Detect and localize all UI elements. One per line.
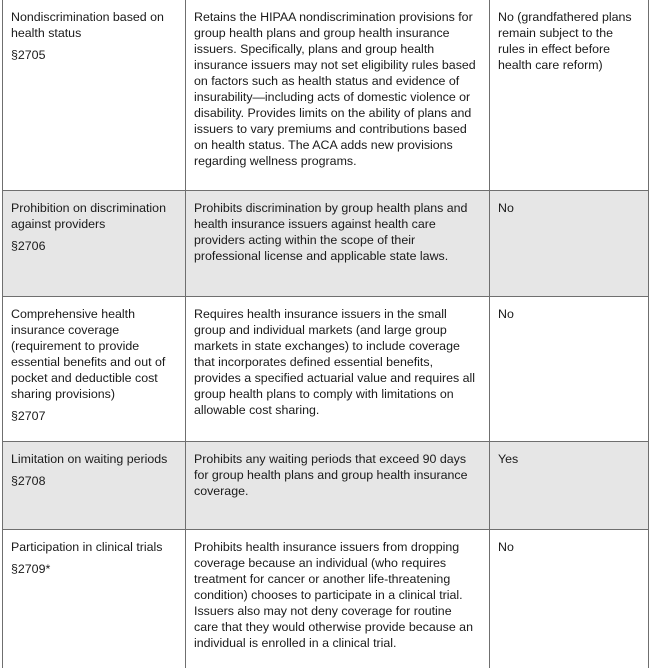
description-cell: Prohibits health insurance issuers from dropping coverage because an individual (who requires treatment for cancer or another life-threatening condition) chooses to participate in a clinical trial. Issuers also may not deny coverage for routine care that they would otherwise provide because an individual is enrolled in a clinical trial. [186, 529, 490, 668]
provisions-table [2, 0, 649, 668]
provision-cell [3, 529, 186, 668]
table-row [3, 529, 649, 668]
section-number: §2706 [11, 238, 46, 253]
section-number: §2709* [11, 561, 51, 576]
description-cell: Prohibits discrimination by group health plans and health insurance issuers against health care providers acting within the scope of their professional license and applicable state laws. [186, 190, 490, 296]
provision-cell [3, 296, 186, 441]
provision-cell [3, 0, 186, 190]
applies-cell: No [490, 296, 649, 441]
provision-name: Prohibition on discrimination against providers [11, 200, 166, 231]
provision-name: Comprehensive health insurance coverage (requirement to provide essential benefits and out of pocket and deductible cost sharing provisions) [11, 306, 166, 401]
provision-name: Nondiscrimination based on health status [11, 10, 164, 40]
table-row [3, 190, 649, 296]
table-row [3, 0, 649, 190]
table-row [3, 441, 649, 529]
description-cell: Prohibits any waiting periods that exceed 90 days for group health plans and group health insurance coverage. [186, 441, 490, 529]
section-number: §2707 [11, 408, 46, 423]
description-cell: Retains the HIPAA nondiscrimination provisions for group health plans and group health insurance issuers. Specifically, plans and group health insurance issuers may not set eligibility rules based on factors such as health status and evidence of insurability—including acts of domestic violence or disability. Provides limits on the ability of plans and issuers to vary premiums and contributions based on health status. The ACA adds new provisions regarding wellness programs. [186, 0, 490, 190]
description-cell: Requires health insurance issuers in the small group and individual markets (and large group markets in state exchanges) to include coverage that incorporates defined essential benefits, provides a specified actuarial value and requires all group health plans to comply with limitations on allowable cost sharing. [186, 296, 490, 441]
section-number: §2708 [11, 473, 46, 488]
provision-name: Participation in clinical trials [11, 539, 163, 554]
table-row [3, 296, 649, 441]
provision-cell [3, 190, 186, 296]
applies-cell: No [490, 190, 649, 296]
section-number: §2705 [11, 48, 46, 62]
provision-name: Limitation on waiting periods [11, 451, 168, 466]
applies-cell: No (grandfathered plans remain subject to the rules in effect before health care reform) [490, 0, 649, 190]
applies-cell: No [490, 529, 649, 668]
applies-cell: Yes [490, 441, 649, 529]
provision-cell [3, 441, 186, 529]
